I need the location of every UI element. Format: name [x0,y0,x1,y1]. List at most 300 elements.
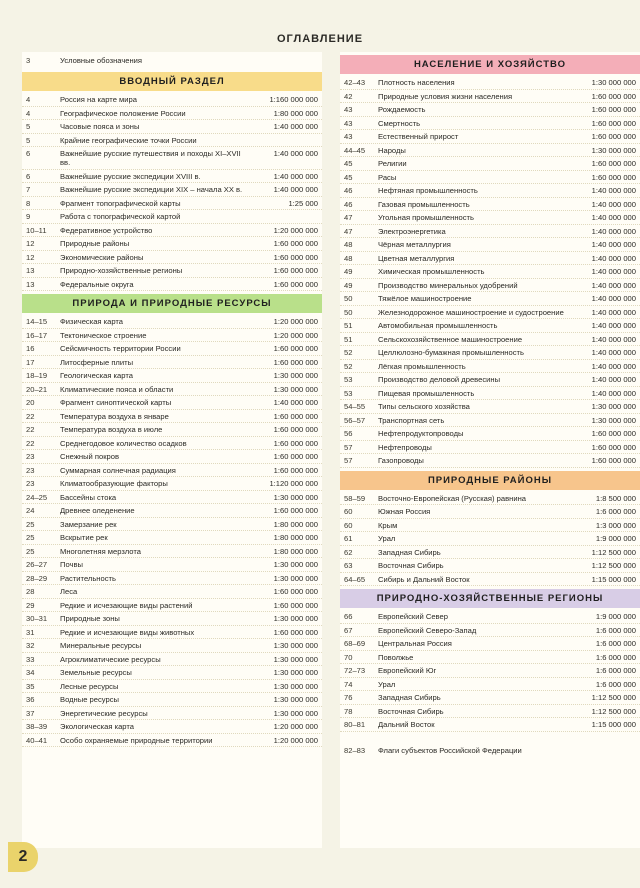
entry-scale: 1:30 000 000 [273,668,318,677]
entry-title: Плотность населения [378,78,455,87]
toc-entry[interactable] [340,292,640,306]
toc-entry[interactable] [340,319,640,333]
toc-entry[interactable] [22,342,322,356]
toc-entry[interactable] [22,120,322,134]
toc-entry[interactable] [340,559,640,573]
page-ref: 12 [26,252,35,262]
entry-scale: 1:12 500 000 [591,561,636,570]
entry-title: Фрагмент топографической карты [60,198,181,208]
toc-entry[interactable] [340,76,640,90]
entry-title: Европейский Северо-Запад [378,625,477,635]
page-ref: 82–83 [344,745,366,755]
page-ref: 43 [344,118,353,128]
toc-entry[interactable] [340,360,640,374]
toc-entry[interactable] [22,680,322,694]
page-ref: 45 [344,159,353,168]
legend-entry[interactable] [22,52,322,69]
page-ref: 60 [344,507,353,516]
page-ref: 26–27 [26,560,48,569]
entry-scale: 1:60 000 000 [273,600,318,610]
toc-entry[interactable] [22,666,322,680]
toc-entry[interactable] [340,454,640,468]
toc-entry[interactable] [340,637,640,651]
section-header: ВВОДНЫЙ РАЗДЕЛ [22,72,322,91]
page-ref: 42 [344,91,353,101]
entry-scale: 1:25 000 [288,198,318,208]
page-ref: 49 [344,280,353,290]
entry-scale: 1:60 000 000 [591,159,636,168]
toc-entry[interactable] [22,356,322,370]
page-ref: 23 [26,452,35,461]
entry-scale: 1:30 000 000 [591,415,636,425]
entry-title: Автомобильная промышленность [378,321,498,330]
toc-entry[interactable] [22,396,322,410]
toc-entry[interactable] [340,651,640,665]
entry-scale: 1:8 500 000 [595,493,636,503]
toc-entry[interactable] [22,585,322,599]
page-ref: 13 [26,279,35,289]
entry-title: Цветная металлургия [378,253,455,263]
entry-title: Условные обозначения [60,56,143,65]
entry-title: Агроклиматические ресурсы [60,654,161,664]
page-ref: 68–69 [344,639,366,648]
entry-scale: 1:3 000 000 [595,520,636,530]
toc-entry[interactable] [22,437,322,451]
toc-entry[interactable] [340,546,640,560]
page-ref: 10–11 [26,225,47,235]
toc-entry[interactable] [22,410,322,424]
toc-entry[interactable] [340,117,640,131]
entry-title: Западная Сибирь [378,547,441,557]
entry-title: Нефтяная промышленность [378,186,478,195]
toc-entry[interactable] [22,329,322,343]
entry-title: Центральная Россия [378,639,452,648]
page-ref: 29 [26,600,35,610]
entry-title: Природно-хозяйственные регионы [60,266,183,275]
right-column [340,52,640,848]
toc-entry[interactable] [340,265,640,279]
toc-entry[interactable] [22,626,322,640]
entry-scale: 1:60 000 000 [273,452,318,461]
toc-entry[interactable] [22,545,322,559]
entry-scale: 1:20 000 000 [273,317,318,326]
entry-scale: 1:40 000 000 [591,253,636,263]
entry-scale: 1:60 000 000 [273,411,318,421]
toc-entry[interactable] [340,492,640,506]
entry-title: Крайние географические точки России [60,135,197,145]
page-ref: 49 [344,267,353,276]
toc-entry[interactable] [22,734,322,748]
entry-scale: 1:40 000 000 [591,226,636,236]
entry-title: Чёрная металлургия [378,240,451,249]
toc-entry[interactable] [340,678,640,692]
toc-entry[interactable] [22,693,322,707]
entry-title: Пищевая промышленность [378,388,475,398]
page-ref: 24–25 [26,492,48,502]
entry-scale: 1:30 000 000 [591,78,636,87]
toc-entry[interactable] [340,252,640,266]
page-ref: 58–59 [344,493,366,503]
entry-title: Важнейшие русские экспедиции XIX – начала XX в. [60,185,243,194]
entry-scale: 1:30 000 000 [591,145,636,155]
toc-entry[interactable] [340,519,640,533]
entry-title: Типы сельского хозяйства [378,402,470,411]
toc-entry[interactable] [340,705,640,719]
entry-scale: 1:30 000 000 [591,402,636,411]
page-ref: 53 [344,375,353,384]
toc-entry[interactable] [22,599,322,613]
entry-title: Химическая промышленность [378,267,485,276]
entry-scale: 1:12 500 000 [591,706,636,716]
toc-entry[interactable] [340,718,640,732]
entry-title: Восточная Сибирь [378,706,444,716]
entry-scale: 1:6 000 000 [595,507,636,516]
page-title: ОГЛАВЛЕНИЕ [276,33,364,45]
toc-entry[interactable] [340,532,640,546]
toc-entry[interactable] [340,505,640,519]
entry-title: Температура воздуха в январе [60,411,169,421]
toc-entry[interactable] [340,427,640,441]
toc-entry[interactable] [340,333,640,347]
toc-entry[interactable] [22,383,322,397]
entry-scale: 1:20 000 000 [273,735,318,745]
toc-entry[interactable] [340,130,640,144]
entry-title: Газопроводы [378,456,424,465]
entry-scale: 1:60 000 000 [591,429,636,438]
page-ref: 16–17 [26,330,48,340]
entry-title: Редкие и исчезающие виды животных [60,627,195,637]
page-ref: 56 [344,429,353,438]
flags-entry[interactable] [340,742,640,759]
page-ref: 45 [344,172,353,182]
entry-title: Федеральные округа [60,279,134,289]
entry-scale: 1:30 000 000 [273,681,318,691]
entry-scale: 1:160 000 000 [269,95,318,104]
toc-entry[interactable] [22,210,322,224]
toc-entry[interactable] [340,414,640,428]
toc-entry[interactable] [340,664,640,678]
entry-title: Тектоническое строение [60,330,147,340]
entry-title: Тяжёлое машиностроение [378,294,472,303]
entry-scale: 1:40 000 000 [591,348,636,357]
entry-title: Западная Сибирь [378,693,441,702]
toc-entry[interactable] [22,183,322,197]
entry-scale: 1:12 500 000 [591,693,636,702]
entry-title: Важнейшие русские путешествия и походы XI–XVII вв. [60,149,241,167]
page-ref: 54–55 [344,402,366,411]
page-ref: 78 [344,706,353,716]
page-ref: 46 [344,199,353,209]
toc-entry[interactable] [22,477,322,491]
page-ref: 8 [26,198,31,208]
toc-entry[interactable] [22,720,322,734]
entry-title: Водные ресурсы [60,695,119,704]
toc-entry[interactable] [340,279,640,293]
entry-title: Сибирь и Дальний Восток [378,574,470,584]
page-ref: 20–21 [26,384,48,394]
entry-title: Россия на карте мира [60,95,137,104]
entry-scale: 1:30 000 000 [273,654,318,664]
page-ref: 12 [26,239,35,248]
page-ref: 57 [344,442,353,452]
toc-entry[interactable] [22,491,322,505]
toc-entry[interactable] [22,315,322,329]
entry-scale: 1:60 000 000 [273,438,318,448]
toc-entry[interactable] [22,707,322,721]
entry-title: Европейский Север [378,612,448,621]
entry-scale: 1:6 000 000 [595,625,636,635]
page-ref: 43 [344,132,353,141]
toc-entry[interactable] [340,387,640,401]
entry-scale: 1:80 000 000 [273,108,318,118]
entry-title: Почвы [60,560,83,569]
toc-entry[interactable] [340,573,640,587]
entry-scale: 1:40 000 000 [591,294,636,303]
section-header: ПРИРОДА И ПРИРОДНЫЕ РЕСУРСЫ [22,294,322,313]
entry-title: Крым [378,520,398,530]
entry-scale: 1:40 000 000 [591,321,636,330]
entry-scale: 1:40 000 000 [273,122,318,131]
page-ref: 4 [26,95,31,104]
entry-scale: 1:40 000 000 [591,186,636,195]
entry-title: Производство деловой древесины [378,375,501,384]
entry-scale: 1:60 000 000 [273,465,318,475]
entry-title: Природные районы [60,239,130,248]
page-ref: 38–39 [26,722,48,731]
entry-scale: 1:40 000 000 [591,240,636,249]
page-ref: 20 [26,398,35,407]
page-ref: 74 [344,679,353,689]
entry-title: Часовые пояса и зоны [60,122,140,131]
page-ref: 51 [344,321,353,330]
toc-entry[interactable] [340,103,640,117]
entry-scale: 1:60 000 000 [591,132,636,141]
toc-entry[interactable] [340,400,640,414]
entry-title: Нефтепродуктопроводы [378,429,464,438]
entry-title: Целлюлозно-бумажная промышленность [378,348,524,357]
entry-title: Природные зоны [60,614,120,623]
page-ref: 9 [26,212,31,221]
toc-entry[interactable] [340,90,640,104]
toc-entry[interactable] [340,238,640,252]
entry-title: Климатические пояса и области [60,384,174,394]
left-sections [22,72,322,747]
toc-entry[interactable] [22,653,322,667]
toc-entry[interactable] [22,107,322,121]
page-ref: 3 [26,56,31,65]
toc-entry[interactable] [22,518,322,532]
toc-entry[interactable] [22,197,322,211]
toc-entry[interactable] [340,691,640,705]
page-ref: 48 [344,253,353,263]
entry-title: Сейсмичность территории России [60,344,181,353]
entry-scale: 1:30 000 000 [273,560,318,569]
entry-scale: 1:30 000 000 [273,695,318,704]
page-ref: 33 [26,654,35,664]
entry-scale: 1:40 000 000 [591,334,636,344]
entry-title: Земельные ресурсы [60,668,132,677]
page-ref: 16 [26,344,35,353]
page-ref: 23 [26,465,35,475]
toc-entry[interactable] [340,624,640,638]
toc-entry[interactable] [22,147,322,170]
page-ref: 60 [344,520,353,530]
entry-scale: 1:40 000 000 [591,307,636,317]
entry-title: Расы [378,172,397,182]
page-ref: 4 [26,108,31,118]
entry-title: Дальний Восток [378,720,435,729]
toc-entry[interactable] [340,198,640,212]
toc-entry[interactable] [340,441,640,455]
page-ref: 30–31 [26,614,48,623]
toc-entry[interactable] [22,572,322,586]
page-ref: 13 [26,266,35,275]
page-ref: 6 [26,149,31,158]
toc-entry[interactable] [340,157,640,171]
toc-entry[interactable] [340,184,640,198]
page-ref: 62 [344,547,353,557]
page-ref: 57 [344,456,353,465]
entry-title: Древнее оледенение [60,506,135,515]
entry-title: Литосферные плиты [60,357,134,367]
page-ref: 35 [26,681,35,691]
toc-entry[interactable] [22,93,322,107]
entry-title: Многолетняя мерзлота [60,546,141,556]
entry-title: Физическая карта [60,317,124,326]
toc-entry[interactable] [22,134,322,148]
entry-title: Фрагмент синоптической карты [60,398,172,407]
page-ref: 5 [26,122,31,131]
section-header: ПРИРОДНЫЕ РАЙОНЫ [340,471,640,490]
toc-entry[interactable] [22,251,322,265]
entry-title: Транспортная сеть [378,415,445,425]
toc-entry[interactable] [22,264,322,278]
entry-title: Лёгкая промышленность [378,361,466,371]
entry-scale: 1:60 000 000 [591,456,636,465]
entry-title: Замерзание рек [60,519,117,529]
toc-entry[interactable] [22,612,322,626]
page-ref: 61 [344,534,353,543]
page-ref: 63 [344,561,353,570]
toc-entry[interactable] [22,558,322,572]
entry-title: Религии [378,159,407,168]
entry-scale: 1:40 000 000 [273,185,318,194]
right-sections [340,55,640,732]
toc-entry[interactable] [340,610,640,624]
entry-title: Федеративное устройство [60,225,153,235]
entry-scale: 1:30 000 000 [273,708,318,718]
entry-scale: 1:80 000 000 [273,546,318,556]
page-ref: 23 [26,479,35,488]
entry-scale: 1:20 000 000 [273,722,318,731]
page-number: 2 [8,842,38,872]
entry-title: Редкие и исчезающие виды растений [60,600,193,610]
entry-title: Производство минеральных удобрений [378,280,518,290]
toc-entry[interactable] [22,224,322,238]
toc-entry[interactable] [22,450,322,464]
entry-scale: 1:6 000 000 [595,639,636,648]
toc-entry[interactable] [340,306,640,320]
entry-scale: 1:60 000 000 [273,252,318,262]
entry-scale: 1:40 000 000 [273,398,318,407]
toc-entry[interactable] [22,531,322,545]
toc-entry[interactable] [22,423,322,437]
left-column [22,52,322,848]
entry-title: Геологическая карта [60,371,133,380]
entry-title: Угольная промышленность [378,213,474,222]
page-ref: 80–81 [344,720,366,729]
entry-title: Работа с топографической картой [60,212,181,221]
toc-entry[interactable] [22,278,322,292]
page-ref: 14–15 [26,317,48,326]
entry-scale: 1:40 000 000 [273,171,318,181]
page-ref: 5 [26,135,31,145]
page-ref: 18–19 [26,371,48,380]
entry-title: Экологическая карта [60,722,134,731]
entry-scale: 1:15 000 000 [591,574,636,584]
toc-entry[interactable] [340,373,640,387]
page-ref: 70 [344,652,353,662]
toc-entry[interactable] [340,171,640,185]
entry-scale: 1:60 000 000 [273,279,318,289]
entry-scale: 1:20 000 000 [273,225,318,235]
page-ref: 72–73 [344,666,366,675]
entry-scale: 1:30 000 000 [273,384,318,394]
toc-entry[interactable] [22,369,322,383]
entry-title: Минеральные ресурсы [60,641,142,650]
page-ref: 37 [26,708,35,718]
entry-scale: 1:60 000 000 [591,442,636,452]
toc-entry[interactable] [22,464,322,478]
toc-entry[interactable] [340,346,640,360]
entry-scale: 1:40 000 000 [591,199,636,209]
entry-scale: 1:15 000 000 [591,720,636,729]
page-ref: 28 [26,587,35,596]
toc-entry[interactable] [340,144,640,158]
toc-entry[interactable] [22,504,322,518]
toc-entry[interactable] [22,639,322,653]
page-ref: 31 [26,627,35,637]
toc-entry[interactable] [340,211,640,225]
entry-title: Лесные ресурсы [60,681,119,691]
entry-title: Железнодорожное машиностроение и судостроение [378,307,564,317]
page-ref: 28–29 [26,573,48,583]
entry-scale: 1:60 000 000 [591,118,636,128]
toc-entry[interactable] [340,225,640,239]
entry-title: Восточно-Европейская (Русская) равнина [378,493,526,503]
entry-title: Вскрытие рек [60,533,108,542]
page-ref: 51 [344,334,353,344]
entry-title: Растительность [60,573,116,583]
entry-title: Восточная Сибирь [378,561,444,570]
entry-title: Леса [60,587,78,596]
entry-title: Бассейны стока [60,492,117,502]
entry-scale: 1:60 000 000 [273,506,318,515]
entry-scale: 1:40 000 000 [591,280,636,290]
entry-scale: 1:80 000 000 [273,519,318,529]
entry-title: Европейский Юг [378,666,437,675]
entry-scale: 1:80 000 000 [273,533,318,542]
entry-title: Урал [378,534,396,543]
toc-entry[interactable] [22,237,322,251]
entry-title: Климатообразующие факторы [60,479,168,488]
entry-scale: 1:40 000 000 [591,267,636,276]
entry-title: Нефтепроводы [378,442,432,452]
page-ref: 40–41 [26,735,48,745]
entry-title: Температура воздуха в июле [60,425,163,434]
page-ref: 25 [26,533,35,542]
toc-entry[interactable] [22,170,322,184]
